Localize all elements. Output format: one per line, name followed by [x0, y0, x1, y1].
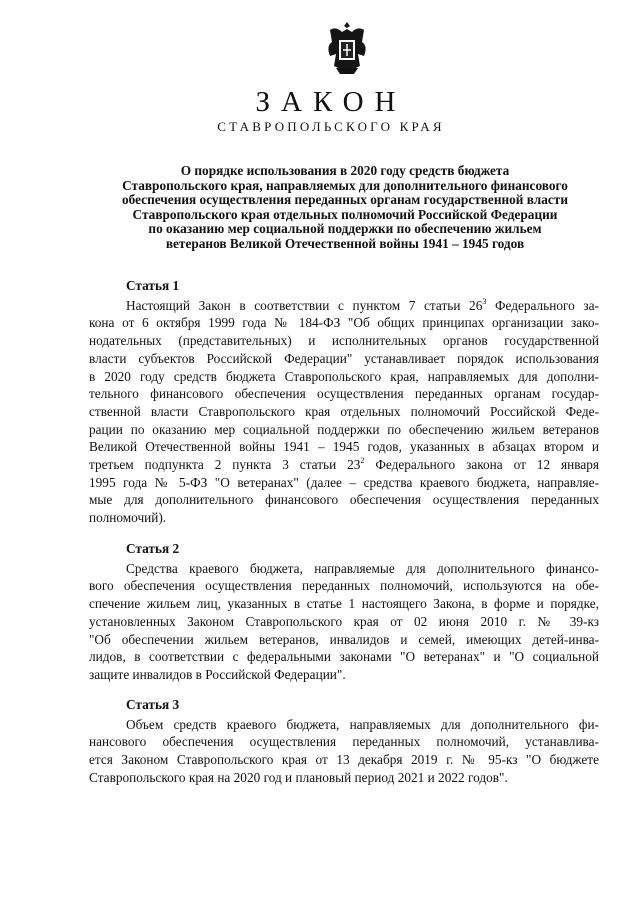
- heading-line: обеспечения осуществления переданных органам государственной власти: [121, 192, 569, 208]
- heading-line: Ставропольского края отдельных полномочий Российской Федерации: [132, 206, 558, 222]
- article-line: мые для дополнительного финансового обеспечения осуществления переданных: [89, 492, 599, 508]
- article-title: Статья 3: [126, 697, 180, 712]
- article-line: власти субъектов Российской Федерации" устанавливает порядок использования: [89, 350, 599, 366]
- article-line: Настоящий Закон в соответствии с пунктом 7 статьи $26^3$ Федерального за-: [126, 296, 599, 313]
- article-1: [89, 277, 599, 527]
- article-line: нансового обеспечения осуществления переданных полномочий, устанавлива-: [89, 734, 599, 750]
- article-line: Объем средств краевого бюджета, направляемых для дополнительного фи-: [126, 716, 599, 732]
- law-heading: [90, 164, 600, 252]
- article-title: Статья 1: [126, 278, 180, 293]
- article-2: [89, 540, 599, 684]
- article-line: Великой Отечественной войны 1941 – 1945 годов, указанных в абзацах втором и: [89, 439, 599, 455]
- article-line: установленных Законом Ставропольского края от 02 июня 2010 г. № 39-кз: [89, 613, 599, 629]
- article-line: Средства краевого бюджета, направляемые для дополнительного финансо-: [126, 560, 599, 576]
- article-line: в 2020 году средств бюджета Ставропольского края, направляемых для дополни-: [89, 368, 599, 384]
- article-line: лидов, в соответствии с федеральными законами "О ветеранах" и "О социальной: [89, 649, 599, 665]
- article-line: вого обеспечения осуществления переданных полномочий, используются на обе-: [89, 578, 599, 594]
- article-line: "Об обеспечении жильем ветеранов, инвалидов и семей, имеющих детей-инва-: [89, 631, 599, 647]
- article-line: кона от 6 октября 1999 года № 184-ФЗ "Об общих принципах организации зако-: [89, 315, 599, 331]
- heading-line: О порядке использования в 2020 году средств бюджета: [180, 163, 510, 178]
- region-name: СТАВРОПОЛЬСКОГО КРАЯ: [217, 119, 445, 134]
- heading-line: ветеранов Великой Отечественной войны 1941 – 1945 годов: [165, 235, 525, 251]
- article-line: тельного финансового обеспечения осуществления переданных органам государ-: [89, 386, 599, 402]
- article-line: ственной власти Ставропольского края отдельных полномочий Российской Феде-: [89, 403, 599, 419]
- article-line: полномочий).: [89, 510, 167, 526]
- article-line: 1995 года № 5-ФЗ "О ветеранах" (далее – средства краевого бюджета, направляе-: [89, 474, 599, 490]
- article-line: защите инвалидов в Российской Федерации".: [89, 666, 346, 682]
- article-line: Ставропольского края на 2020 год и плановый период 2021 и 2022 годов".: [89, 769, 508, 785]
- superscript: 2: [360, 456, 365, 466]
- article-3: [89, 696, 599, 787]
- article-line: нодательных (представительных) и исполнительных органов государственной: [89, 333, 599, 349]
- article-line: ется Законом Ставропольского края от 13 декабря 2019 г. № 95-кз "О бюджете: [89, 752, 599, 768]
- article-line: третьем подпункта 2 пункта 3 статьи $23^2$ Федерального закона от 12 января: [89, 456, 600, 473]
- article-title: Статья 2: [126, 541, 180, 556]
- law-title: ЗАКОН: [255, 86, 407, 118]
- heading-line: Ставропольского края, направляемых для дополнительного финансового: [122, 177, 568, 193]
- superscript: 3: [482, 296, 487, 306]
- article-line: спечение жильем лиц, указанных в статье 1 настоящего Закона, в форме и порядке,: [89, 596, 599, 612]
- heading-line: по оказанию мер социальной поддержки по обеспечению жильем: [148, 221, 542, 237]
- coat-of-arms-icon: [324, 20, 370, 80]
- article-line: рации по оказанию мер социальной поддержки по обеспечению жильем ветеранов: [89, 421, 599, 437]
